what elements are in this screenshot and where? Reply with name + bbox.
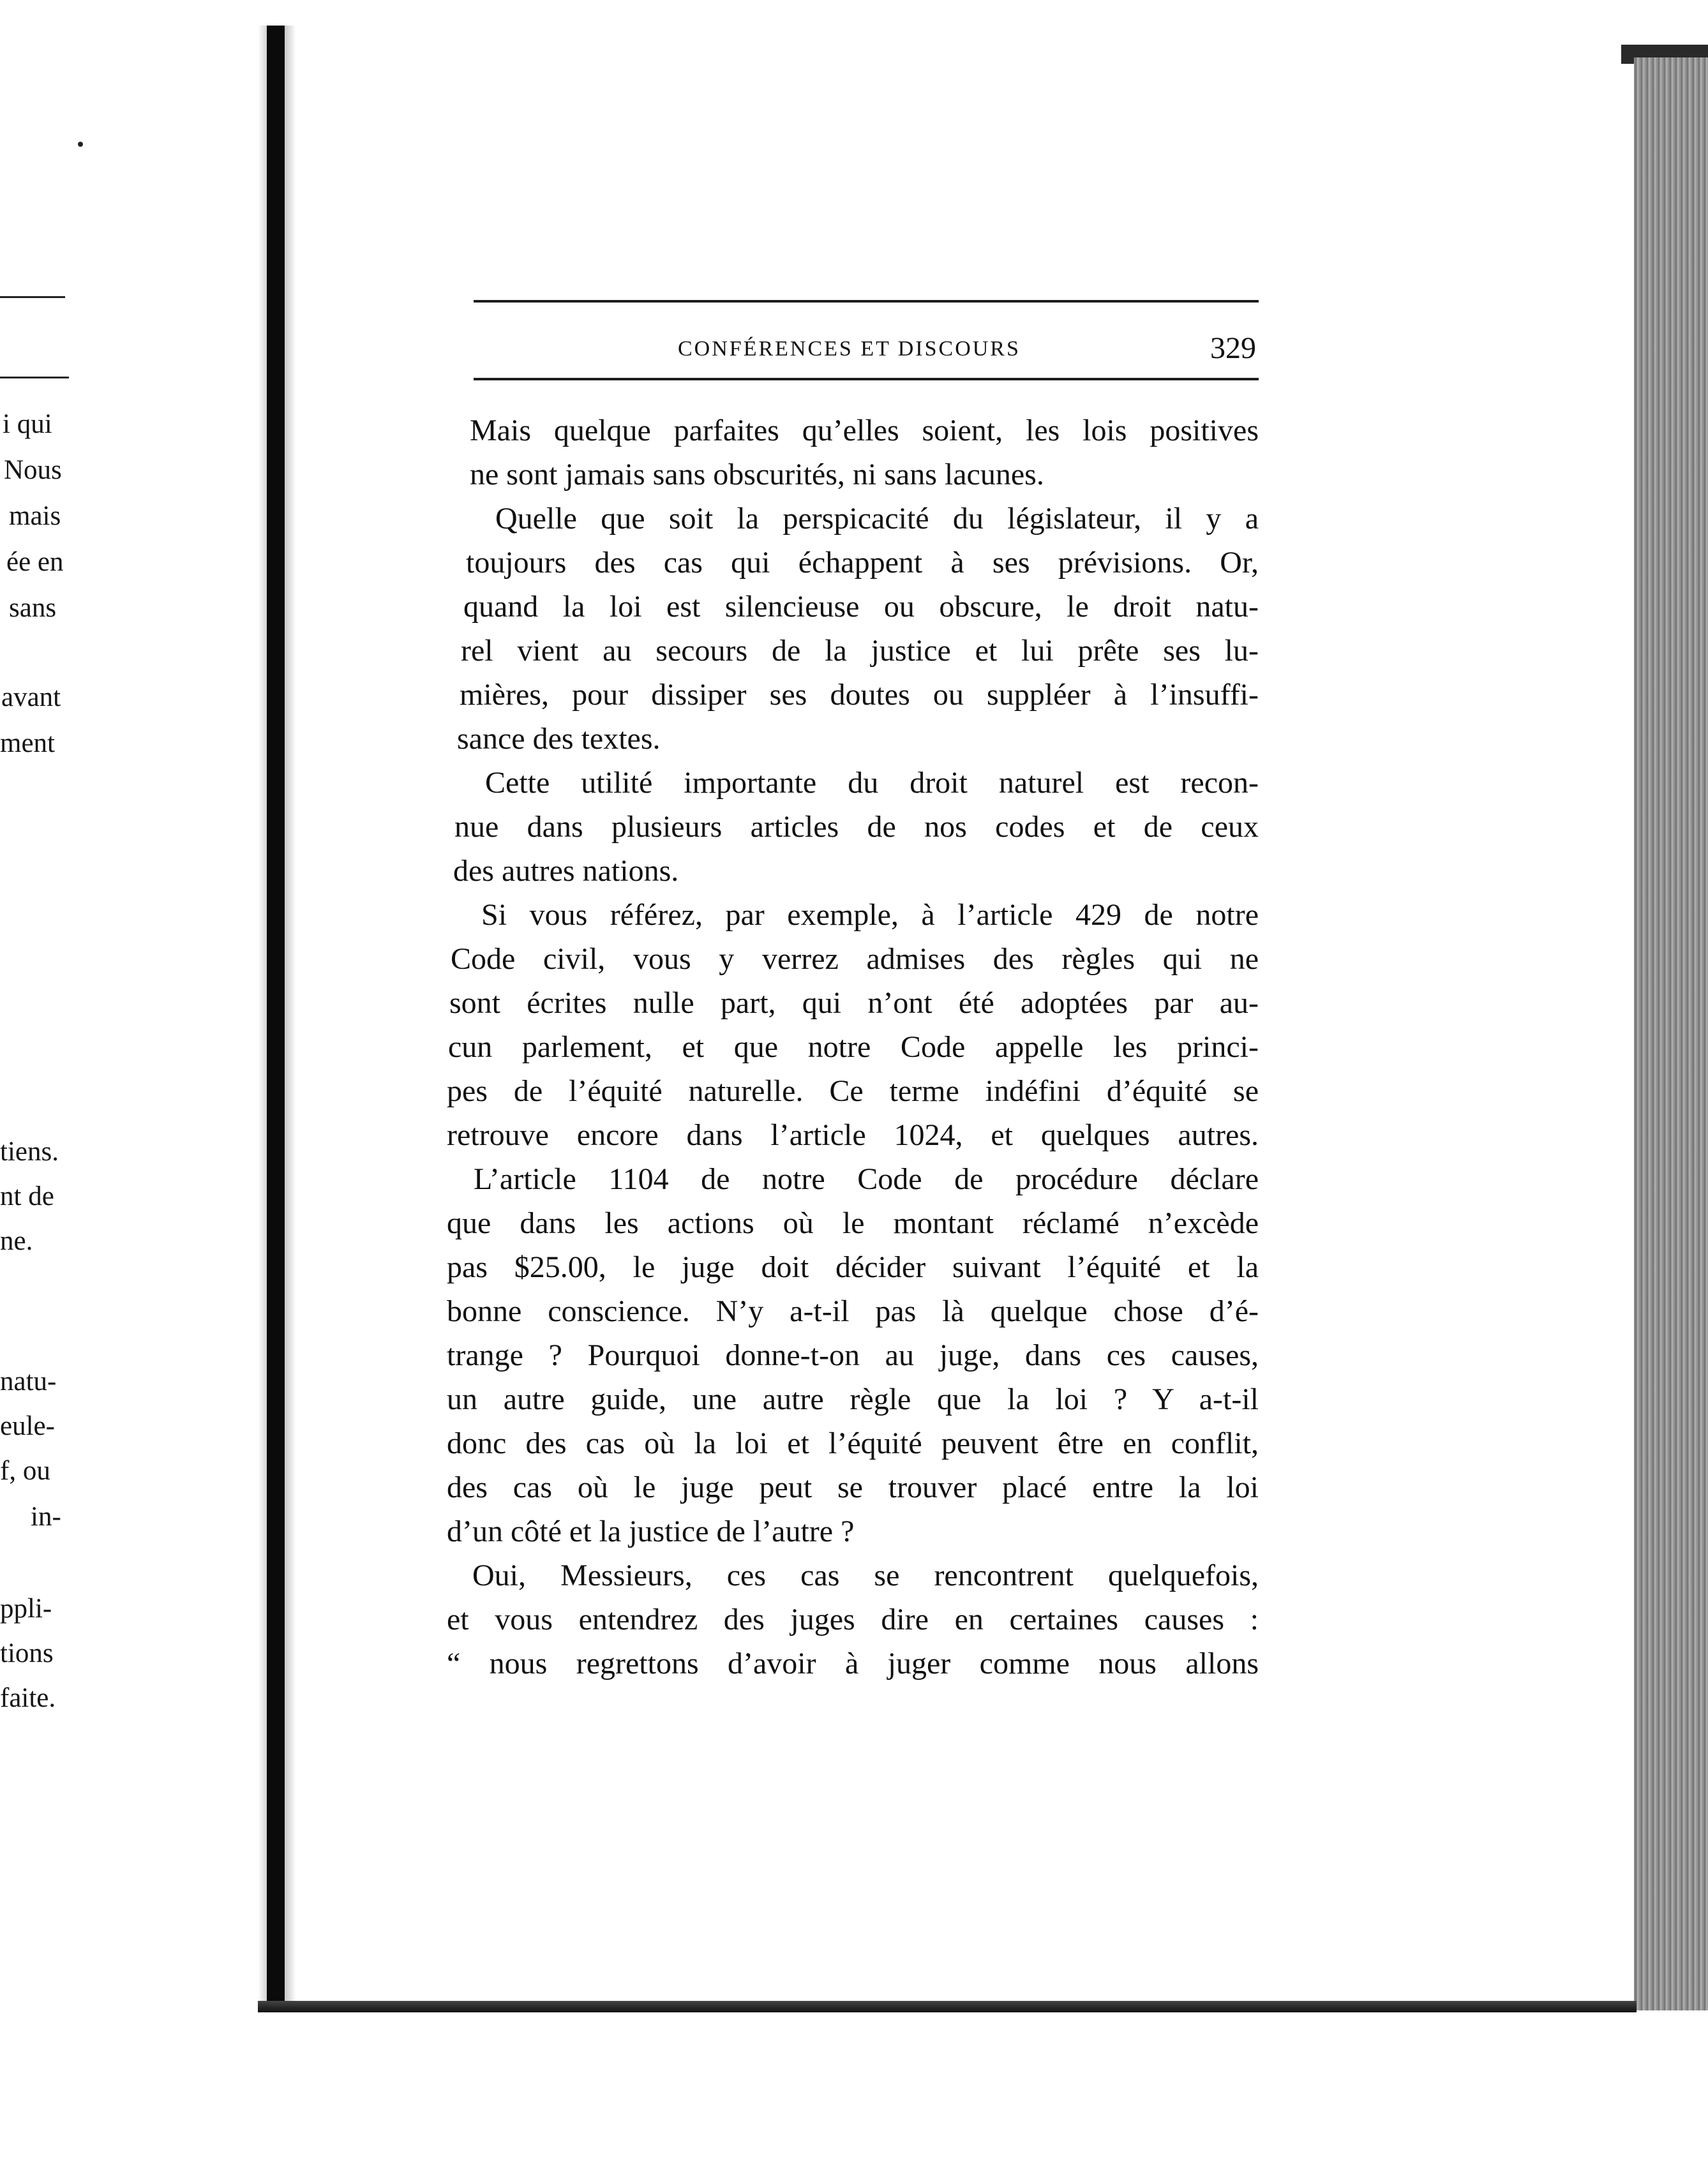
text-line: Oui, Messieurs, ces cas se rencontrent quelquefois, [472, 1559, 1259, 1592]
left-page-line: ment [0, 728, 55, 758]
left-page-line: faite. [0, 1683, 56, 1713]
text-line: quand la loi est silencieuse ou obscure, le droit natu- [463, 590, 1259, 624]
text-line: trange ? Pourquoi donne-t-on au juge, dans ces causes, [447, 1338, 1259, 1372]
text-line: pas $25.00, le juge doit décider suivant l’équité et la [447, 1250, 1259, 1284]
text-line: sance des textes. [457, 722, 661, 756]
left-page-rule-top [0, 296, 65, 298]
left-page-line: avant [1, 682, 61, 712]
text-line: Quelle que soit la perspicacité du législateur, il y a [495, 502, 1259, 535]
text-line: nue dans plusieurs articles de nos codes et de ceux [454, 810, 1259, 844]
left-page-line: ppli- [0, 1594, 52, 1624]
text-line: bonne conscience. N’y a-t-il pas là quelque chose d’é- [447, 1294, 1259, 1328]
text-line: “ nous regrettons d’avoir à juger comme nous allons [447, 1647, 1259, 1680]
book-gutter [267, 26, 285, 2010]
left-page-dot [78, 142, 83, 147]
left-page-line: natu- [0, 1366, 57, 1396]
page-number: 329 [1210, 331, 1256, 365]
left-page-line: mais [9, 501, 61, 531]
running-title: CONFÉRENCES ET DISCOURS [678, 337, 1021, 361]
body-text [447, 408, 1259, 1686]
left-page-line: sans [9, 593, 57, 623]
text-line: Si vous référez, par exemple, à l’article 429 de notre [481, 898, 1259, 932]
text-line: mières, pour dissiper ses doutes ou suppléer à l’insuffi- [460, 678, 1259, 712]
text-line: Cette utilité importante du droit naturel est recon- [485, 766, 1259, 800]
page-block-edge [1634, 57, 1708, 2010]
text-line: toujours des cas qui échappent à ses prévisions. Or, [466, 546, 1259, 580]
left-page-line: ne. [0, 1226, 33, 1256]
text-line: pes de l’équité naturelle. Ce terme indéfini d’équité se [447, 1074, 1259, 1108]
text-line: donc des cas où la loi et l’équité peuvent être en conflit, [447, 1426, 1259, 1460]
text-line: retrouve encore dans l’article 1024, et quelques autres. [447, 1118, 1259, 1152]
left-page-line: in- [31, 1502, 61, 1532]
left-page-line: tiens. [0, 1137, 59, 1167]
text-line: L’article 1104 de notre Code de procédure déclare [474, 1162, 1259, 1196]
left-facing-page [0, 0, 267, 2170]
header-rule-bottom [474, 378, 1259, 380]
text-line: Mais quelque parfaites qu’elles soient, les lois positives [470, 414, 1259, 447]
page-bottom-edge [258, 2001, 1637, 2012]
left-page-line: tions [0, 1638, 54, 1668]
text-line: des autres nations. [453, 854, 679, 888]
left-page-line: eule- [0, 1411, 55, 1441]
left-page-line: Nous [4, 455, 62, 485]
text-line: ne sont jamais sans obscurités, ni sans lacunes. [470, 458, 1044, 491]
text-line: que dans les actions où le montant réclamé n’excède [447, 1206, 1259, 1240]
left-page-line: ée en [6, 547, 64, 577]
text-line: sont écrites nulle part, qui n’ont été adoptées par au- [449, 986, 1259, 1020]
text-line: des cas où le juge peut se trouver placé entre la loi [447, 1470, 1259, 1504]
text-line: et vous entendrez des juges dire en certaines causes : [447, 1603, 1259, 1636]
left-page-line: i qui [3, 409, 52, 439]
running-header [474, 300, 1259, 396]
left-page-rule-bottom [0, 377, 69, 378]
text-line: d’un côté et la justice de l’autre ? [447, 1515, 855, 1548]
left-page-line: f, ou [0, 1456, 50, 1486]
text-line: un autre guide, une autre règle que la loi ? Y a-t-il [447, 1382, 1259, 1416]
left-page-line: nt de [0, 1181, 54, 1211]
text-line: rel vient au secours de la justice et lui prête ses lu- [461, 634, 1259, 668]
text-line: cun parlement, et que notre Code appelle les princi- [448, 1030, 1259, 1064]
bottom-margin [0, 2012, 1708, 2170]
header-rule-top [474, 300, 1259, 303]
text-line: Code civil, vous y verrez admises des règles qui ne [451, 942, 1259, 976]
